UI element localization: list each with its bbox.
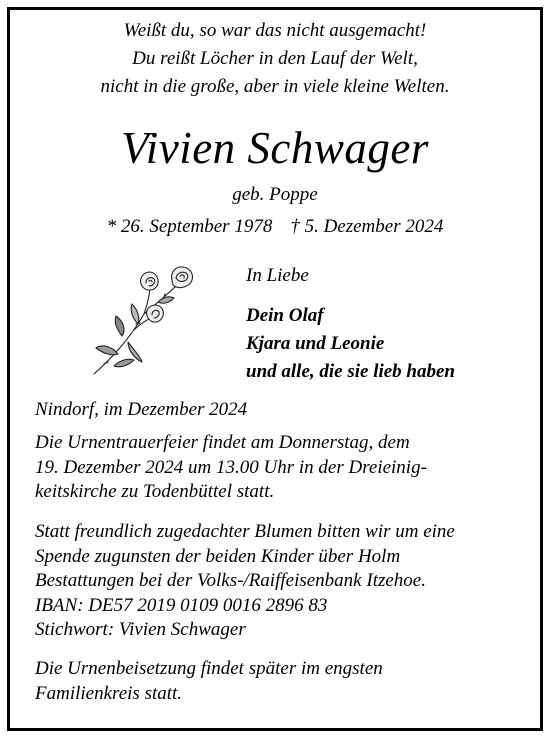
donation-paragraph	[35, 520, 455, 643]
poem-line: Du reißt Löcher in den Lauf der Welt,	[132, 48, 418, 69]
iban-line: IBAN: DE57 2019 0109 0016 2896 83	[35, 594, 328, 616]
deceased-name: Vivien Schwager	[121, 123, 429, 173]
funeral-paragraph	[35, 431, 427, 505]
rose-drawing-icon	[88, 262, 208, 380]
text-line: Bestattungen bei der Volks-/Raiffeisenbank Itzehoe.	[35, 570, 426, 591]
text-line: Statt freundlich zugedachter Blumen bitten wir um eine	[35, 521, 455, 542]
text-line: Familienkreis statt.	[35, 682, 183, 704]
poem	[0, 17, 550, 101]
text-line: keitskirche zu Todenbüttel statt.	[35, 481, 275, 502]
mourners-intro: In Liebe	[246, 265, 309, 286]
burial-paragraph	[35, 657, 383, 706]
death-date: † 5. Dezember 2024	[290, 216, 444, 237]
place-date: Nindorf, im Dezember 2024	[35, 399, 248, 420]
mourners-list	[246, 302, 455, 386]
text-line: 19. Dezember 2024 um 13.00 Uhr in der Dreieinig-	[35, 456, 427, 478]
text-line: Die Urnenbeisetzung findet später im engsten	[35, 658, 383, 679]
mourner-line: und alle, die sie lieb haben	[246, 361, 455, 382]
text-line: Spende zugunsten der beiden Kinder über Holm	[35, 545, 401, 567]
life-dates	[0, 214, 550, 240]
poem-line: nicht in die große, aber in viele kleine Welten.	[100, 76, 450, 97]
poem-line: Weißt du, so war das nicht ausgemacht!	[123, 20, 427, 41]
text-line: Die Urnentrauerfeier findet am Donnerstag, dem	[35, 432, 410, 453]
birth-name: geb. Poppe	[232, 184, 318, 205]
mourner-line: Kjara und Leonie	[246, 333, 385, 354]
reference-line: Stichwort: Vivien Schwager	[35, 619, 246, 640]
mourner-line: Dein Olaf	[246, 305, 324, 326]
birth-date: * 26. September 1978	[106, 216, 273, 237]
